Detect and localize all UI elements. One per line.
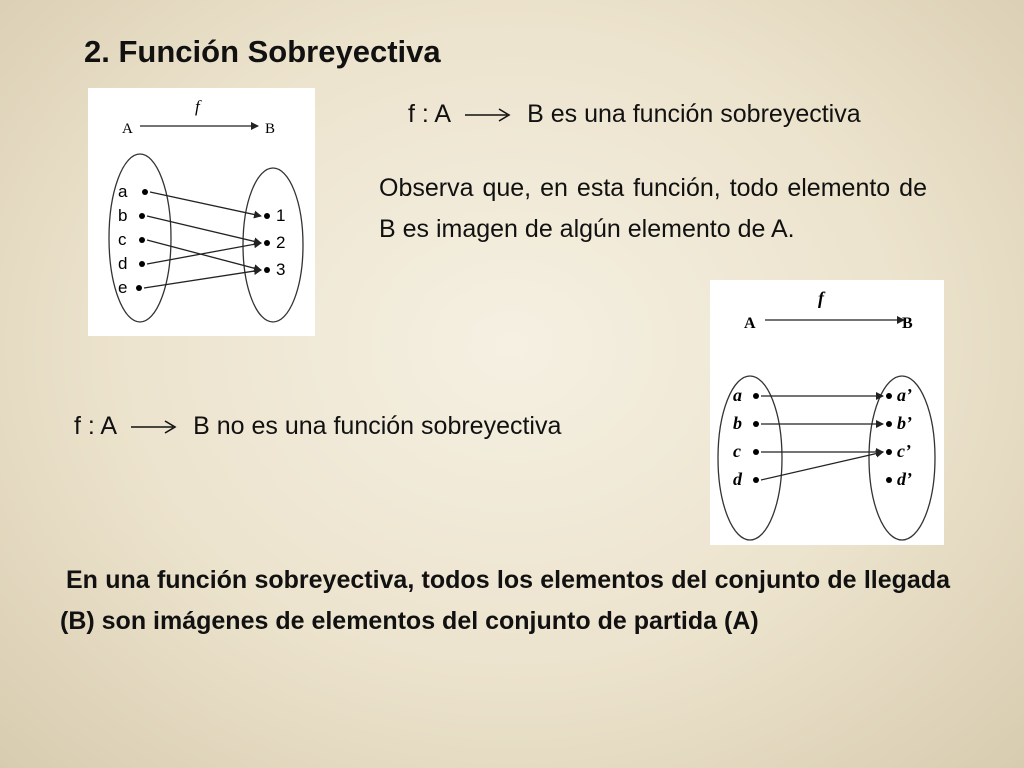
domain-element-label: b <box>733 413 742 433</box>
domain-element-label: b <box>118 206 128 225</box>
maps-to-arrow-icon <box>129 417 179 437</box>
domain-element-dot <box>753 477 759 483</box>
function-label: f <box>818 288 824 308</box>
domain-element-label: d <box>118 254 128 273</box>
domain-element-label: a <box>733 385 742 405</box>
mapping-arrow <box>150 192 261 216</box>
codomain-element-dot <box>886 477 892 483</box>
codomain-element-dot <box>886 393 892 399</box>
domain-label: A <box>744 315 756 332</box>
maps-to-arrow-icon <box>463 105 513 125</box>
conclusion-text: En una función sobreyectiva, todos los elementos del conjunto de llegada (B) son imágenes de elementos del conjunto de partida (A) <box>60 566 950 635</box>
mapping-arrow <box>761 452 883 480</box>
non-surjective-statement <box>74 412 561 441</box>
surjective-prefix: f : A <box>408 100 452 128</box>
codomain-label: B <box>265 121 276 137</box>
domain-element-dot <box>139 213 145 219</box>
function-label: f <box>195 97 200 116</box>
surjective-statement <box>408 100 861 129</box>
codomain-label: B <box>902 315 913 332</box>
codomain-element-dot <box>264 213 270 219</box>
codomain-element-dot <box>886 449 892 455</box>
domain-label: A <box>122 121 133 137</box>
surjective-suffix: B es una función sobreyectiva <box>527 100 861 128</box>
codomain-element-label: c’ <box>897 441 911 461</box>
domain-element-dot <box>139 237 145 243</box>
codomain-element-label: d’ <box>897 469 912 489</box>
surjective-diagram <box>88 88 315 336</box>
non-surjective-prefix: f : A <box>74 412 118 440</box>
domain-element-dot <box>753 449 759 455</box>
mapping-arrow <box>144 270 261 288</box>
domain-element-label: c <box>733 441 741 461</box>
codomain-element-label: 2 <box>276 233 286 252</box>
observation-text: Observa que, en esta función, todo elemento de B es imagen de algún elemento de A. <box>379 174 927 243</box>
codomain-element-dot <box>264 267 270 273</box>
domain-element-dot <box>753 421 759 427</box>
domain-set-ellipse <box>718 376 782 540</box>
domain-element-dot <box>136 285 142 291</box>
codomain-element-label: 3 <box>276 260 286 279</box>
codomain-element-dot <box>886 421 892 427</box>
domain-element-label: d <box>733 469 742 489</box>
non-surjective-suffix: B no es una función sobreyectiva <box>193 412 562 440</box>
codomain-element-label: 1 <box>276 206 286 225</box>
non-surjective-diagram-svg <box>710 280 944 545</box>
codomain-element-dot <box>264 240 270 246</box>
domain-element-dot <box>139 261 145 267</box>
slide-title: 2. Función Sobreyectiva <box>84 34 441 69</box>
non-surjective-diagram <box>710 280 944 545</box>
codomain-element-label: a’ <box>897 385 912 405</box>
surjective-diagram-svg <box>88 88 315 336</box>
domain-element-dot <box>142 189 148 195</box>
mapping-arrow <box>147 240 261 270</box>
domain-element-label: e <box>118 278 128 297</box>
domain-element-label: a <box>118 182 128 201</box>
domain-element-dot <box>753 393 759 399</box>
domain-element-label: c <box>118 230 127 249</box>
codomain-element-label: b’ <box>897 413 912 433</box>
